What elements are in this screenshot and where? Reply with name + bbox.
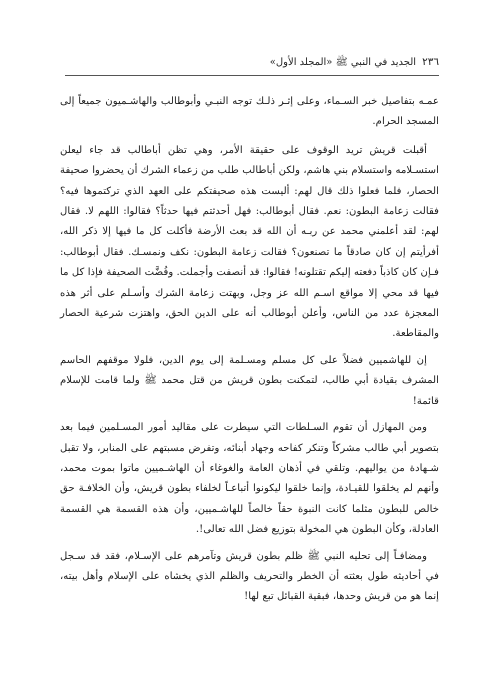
running-title: الجديد في النبي ﷺ «المجلد الأول» bbox=[269, 57, 417, 68]
paragraph: إن للهاشميين فضلاً على كل مسلم ومسـلمة إلى يوم الدين، فلولا موقفهم الحاسم المشرف بقيادة أبي طالب، لتمكنت بطون قريش من قتل محمد ﷺ ولما قامت للإسلام قائمة! bbox=[60, 354, 439, 407]
page-body bbox=[60, 92, 439, 614]
page-number: ٢٣٦ bbox=[422, 56, 439, 68]
paragraph: ومضافـاً إلى تحليه النبي ﷺ ظلم بطون قريش وتآمرهم على الإسـلام، فقد قد سـجل في أحاديثه طول بعثته أن الخطر والتحريف والظلم الذي يخشاه على الإسلام وأهل بيته، إنما هو من قريش وحدها، فبقية القبائل تبع لها! bbox=[60, 550, 439, 603]
header-divider bbox=[65, 75, 439, 76]
paragraph: عمـه بتفاصيل خبر السـماء، وعلى إثـر ذلـك توجه النبـي وأبوطالب والهاشـميون جميعاً إلى المسجد الحرام. bbox=[60, 96, 439, 128]
page-header bbox=[65, 56, 439, 70]
paragraph: ومن المهازل أن تقوم السـلطات التي سيطرت على مقاليد أمور المسـلمين فيما بعد بتصوير أبي طالب مشركاً وتنكر كفاحه وجهاد أبنائه، وتفرض مسبتهم على المنابر، ولا تقبل شـهادة من يواليهم. وتلقي في أذهان العامة والغوغاء أن الهاشـميين ماتوا بموت محمد، وأنهم لم يخلقوا للقيـادة، وإنما خلقوا ليكونوا أتباعـاً لخلفاء بطون قريش، وأن الخلافـة حق خالص للبطون مثلما كانت النبوة حقاً خالصاً للهاشـميين، وأن هذه القسمة هي القسمة العادلة، وكأن البطون هي المخولة بتوزيع فضل الله تعالى!. bbox=[60, 422, 439, 536]
paragraph: أقبلت قريش تريد الوقوف على حقيقة الأمر، وهي تظن أباطالب قد جاء ليعلن استسـلامه واستسلام بني هاشم، ولكن أباطالب طلب من زعماء الشرك أن يحضروا صحيفة الحصار، فلما فعلوا ذلك قال لهم: أليست هذه صحيفتكم على العهد الذي تركتموها فيه؟ فقالت زعامة البطون: نعم. فقال أبوطالب: فهل أحدثتم فيها حدثاً؟ فقالوا: اللهم لا. فقال لهم: لقد أعلمني محمد عن ربـه أن الله قد بعث الأرضة فأكلت كل ما فيها إلا ذكر الله، أفرأيتم إن كان صادقاً ما تصنعون؟ فقالت زعامة البطون: نكف ونمسـك. فقال أبوطالب: فـإن كان كاذباً دفعته إليكم تقتلونه! فقالوا: قد أنصفت وأجملت. وفُضَّت الصحيفة فإذا كل ما فيها قد محي إلا مواقع اسـم الله عز وجل، وبهتت زعامة الشرك وأسـلم على أثر هذه المعجزة عدد من الناس، وأعلن أبوطالب أنه على الدين الحق، واهتزت شرعية الحصار والمقاطعة. bbox=[60, 144, 439, 340]
